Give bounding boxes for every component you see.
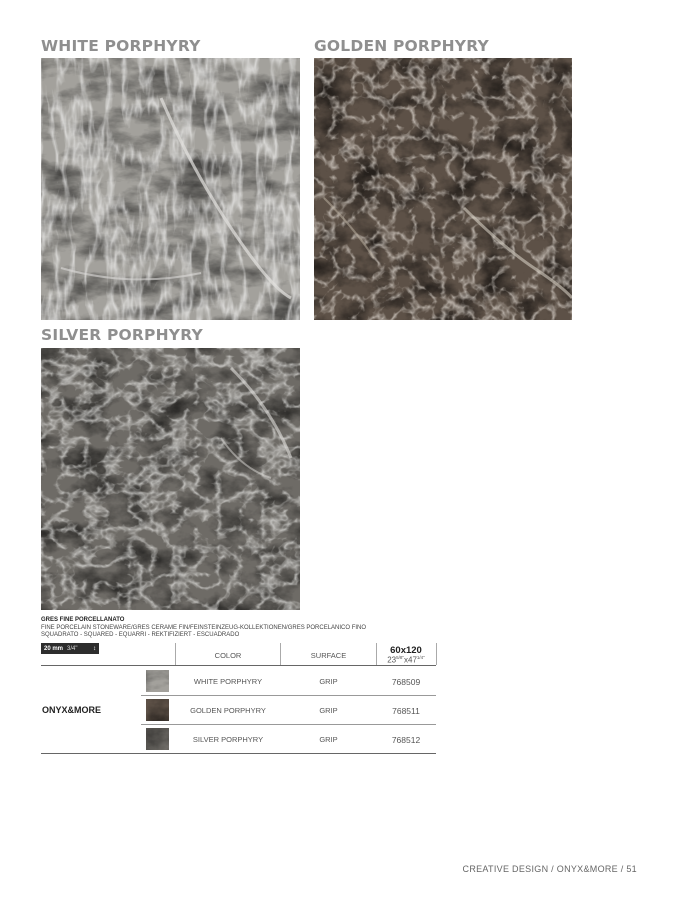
size-inches-a: 23	[387, 655, 397, 665]
thickness-arrow-icon: ↕	[93, 645, 96, 652]
row-surface: GRIP	[319, 706, 338, 715]
color-column-header: COLOR	[214, 651, 242, 660]
thickness-badge	[41, 643, 99, 654]
table-divider	[436, 643, 437, 665]
spec-edge: SQUADRATO - SQUARED - EQUARRI - REKTIFIZIERT - ESCUADRADO	[41, 632, 240, 639]
thickness-in: 3/4"	[67, 645, 78, 652]
product-spec	[41, 617, 366, 640]
tile-title-silver: SILVER PORPHYRY	[41, 326, 203, 344]
table-rule-top	[41, 665, 436, 666]
table-rule	[141, 695, 436, 696]
thumb-white-porphyry	[146, 670, 169, 692]
tile-title-golden: GOLDEN PORPHYRY	[314, 37, 489, 55]
row-surface: GRIP	[319, 735, 338, 744]
surface-column-header: SURFACE	[310, 651, 347, 660]
thickness-mm: 20 mm	[44, 645, 64, 652]
size-inches	[376, 655, 436, 665]
row-code: 768511	[392, 706, 420, 716]
table-rule-bottom	[41, 753, 436, 754]
thumb-golden-porphyry	[146, 699, 169, 721]
size-inches-b-frac: 1/4"	[416, 655, 425, 660]
swatch-white-porphyry	[41, 58, 300, 320]
spec-heading: GRES FINE PORCELLANATO	[41, 617, 125, 623]
size-inches-b: x47	[404, 655, 417, 665]
row-color: WHITE PORPHYRY	[193, 677, 263, 686]
row-surface: GRIP	[319, 677, 338, 686]
row-color: GOLDEN PORPHYRY	[190, 706, 266, 715]
swatch-silver-porphyry	[41, 348, 300, 610]
thumb-silver-porphyry	[146, 728, 169, 750]
table-rule	[141, 724, 436, 725]
spec-material: FINE PORCELAIN STONEWARE/GRES CERAME FIN/FEINSTEINZEUG-KOLLEKTIONEN/GRES PORCELANICO FINO	[41, 624, 367, 631]
swatch-golden-porphyry	[314, 58, 572, 320]
collection-name: ONYX&MORE	[42, 705, 102, 715]
row-code: 768509	[391, 677, 421, 687]
size-header: 60x120	[390, 645, 422, 656]
page-footer: CREATIVE DESIGN / ONYX&MORE / 51	[462, 864, 637, 874]
row-code: 768512	[391, 735, 421, 745]
row-color: SILVER PORPHYRY	[192, 735, 264, 744]
size-inches-a-frac: 5/8"	[396, 655, 404, 660]
tile-title-white: WHITE PORPHYRY	[41, 37, 201, 55]
